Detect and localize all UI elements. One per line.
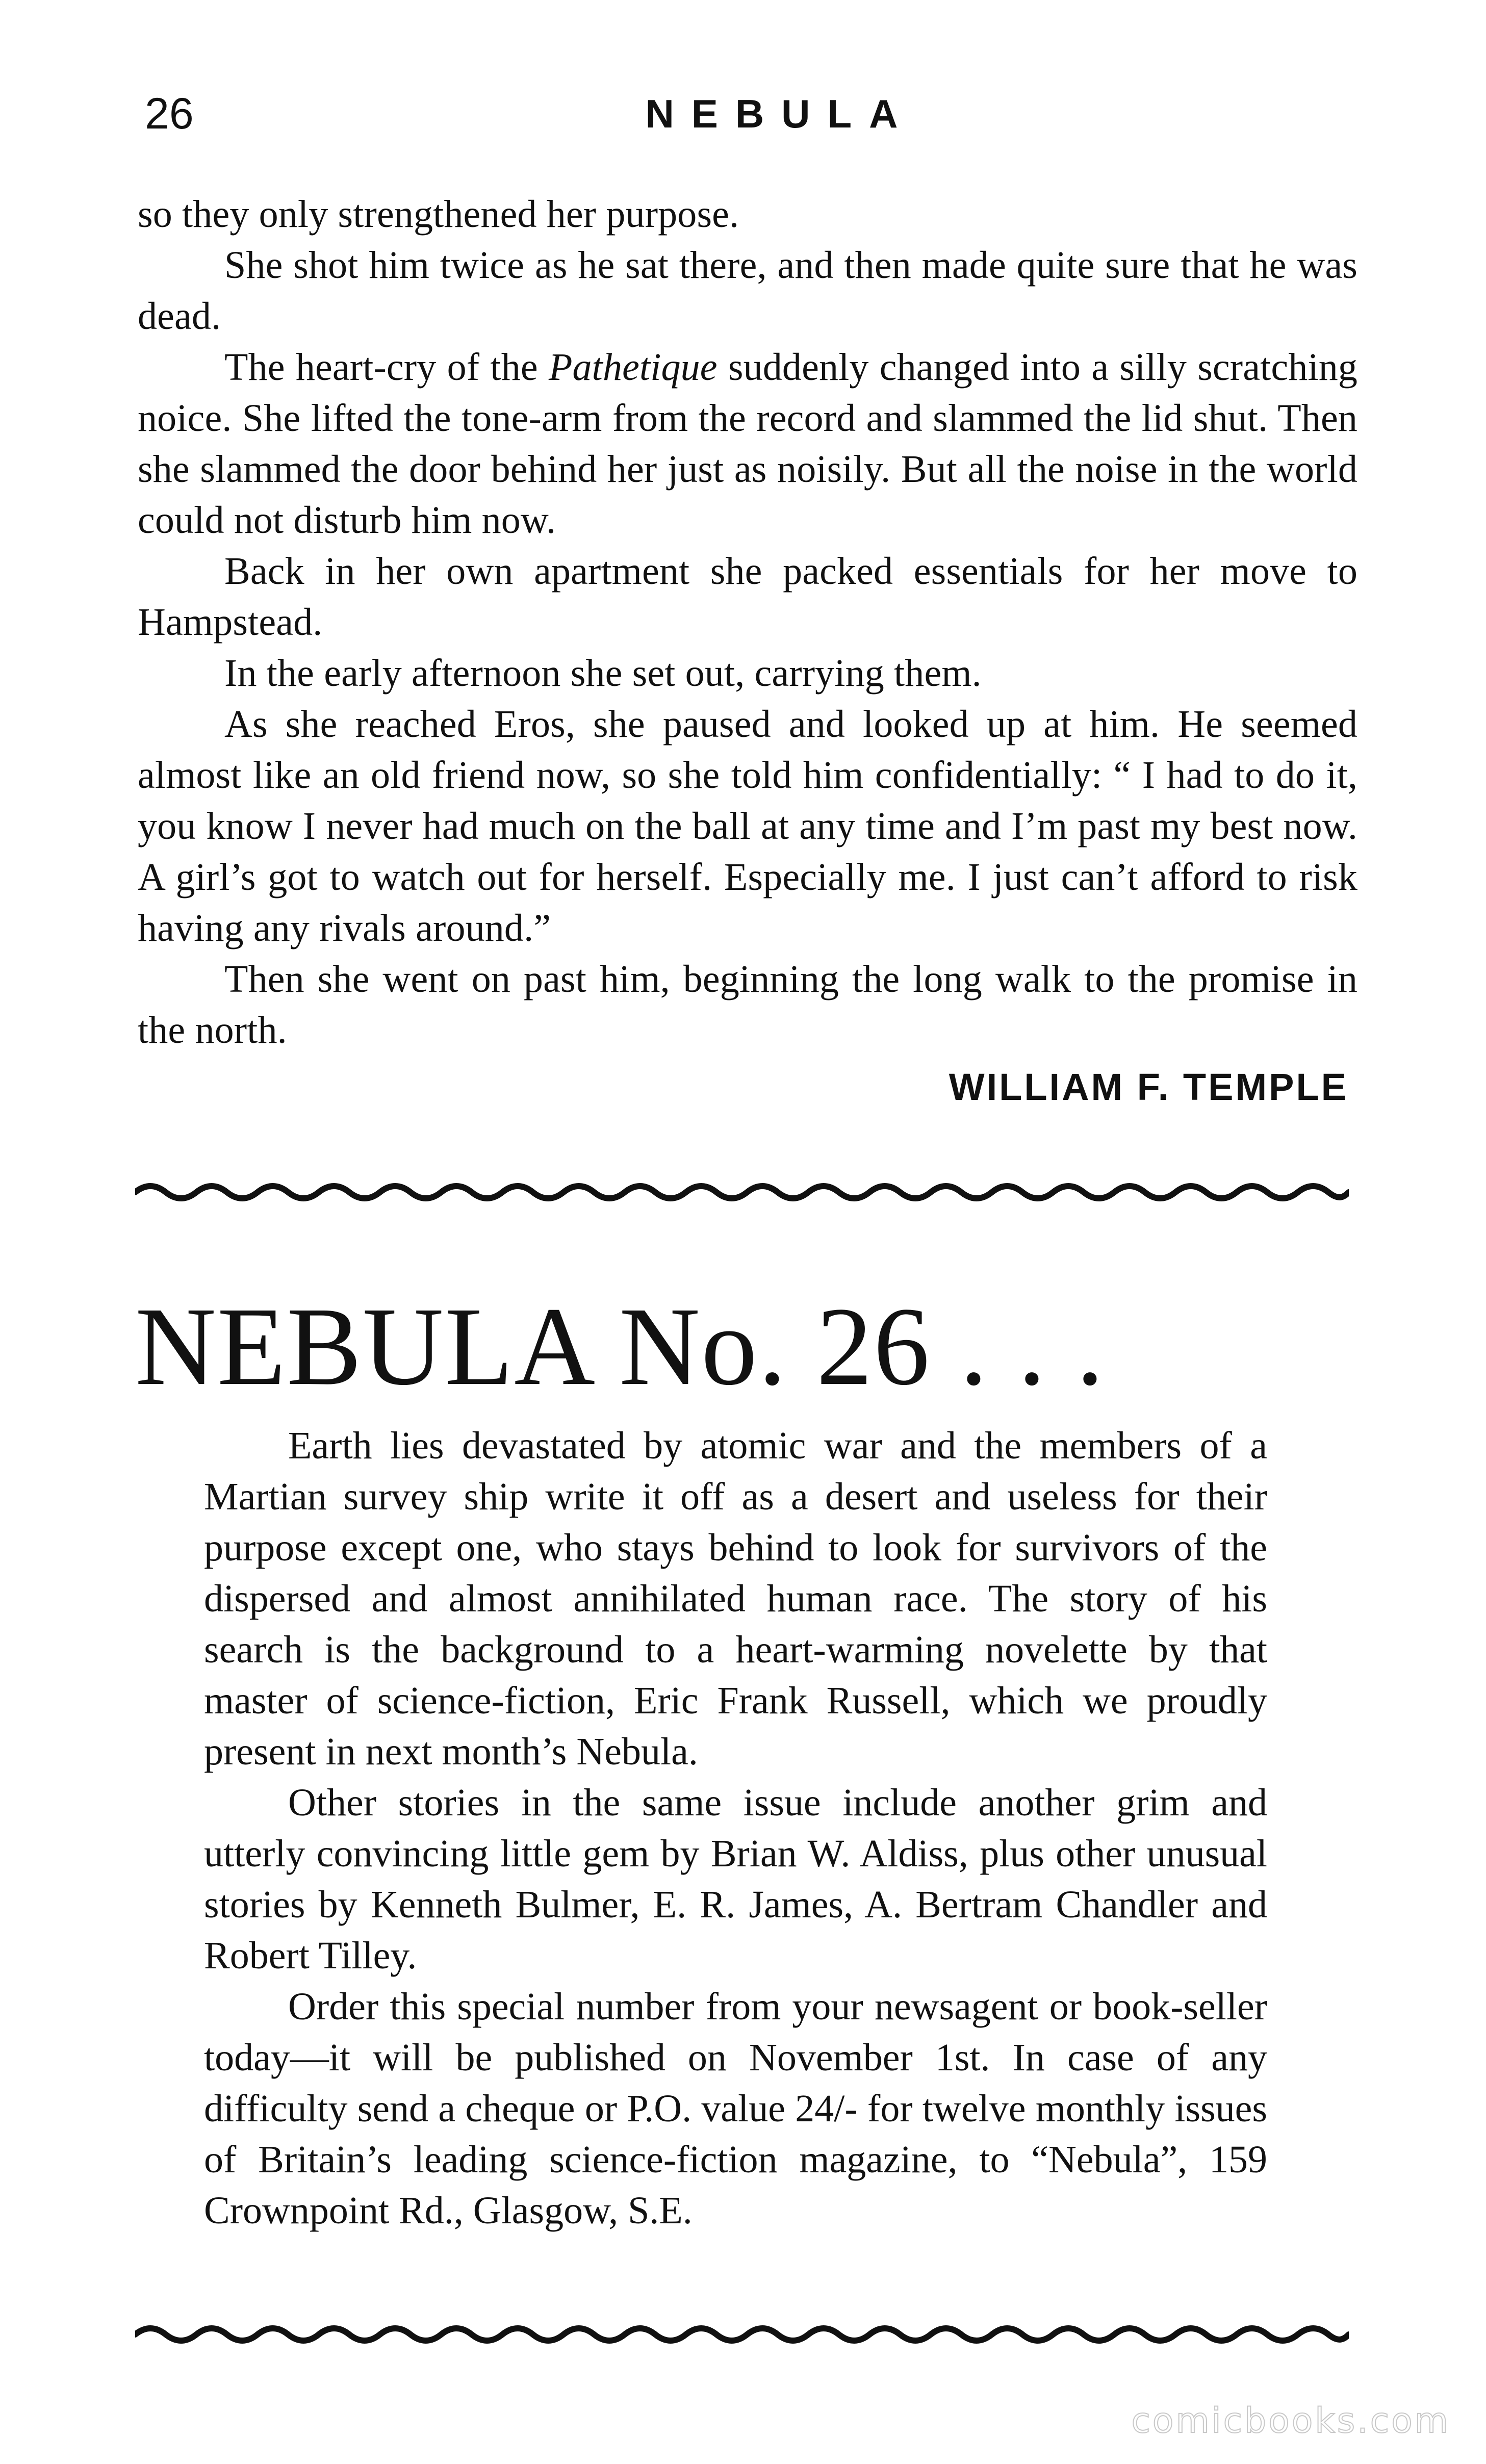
wave-line (135, 2328, 1349, 2341)
story-text-run: suddenly changed into a silly scratching noice. She lifted the tone-arm from the record and slammed the lid shut. Then she slammed the door behind her just as noisily. But all the noise in the world could not disturb him now. (138, 346, 1358, 542)
decorative-wave-divider (135, 1183, 1349, 1201)
page-number: 26 (145, 89, 194, 138)
running-head: NEBULA (645, 91, 915, 136)
next-issue-title: NEBULA No. 26 . . . (135, 1284, 1105, 1408)
story-paragraph: As she reached Eros, she paused and looked up at him. He seemed almost like an old friend now, so she told him confidentially: “ I had to do it, you know I never had much on the ball at any time and I’m past my best now. A girl’s got to watch out for herself. Especially me. I just can’t afford to risk having any rivals around.” (138, 703, 1357, 949)
story-paragraph (138, 342, 1357, 546)
announcement-paragraph: Earth lies devastated by atomic war and the members of a Martian survey ship write it off as a desert and useless for their purpose except one, who stays behind to look for survivors of the dispersed and almost annihilated human race. The story of his search is the background to a heart-warming novelette by that master of science-fiction, Eric Frank Russell, which we proudly present in next month’s Nebula. (204, 1424, 1267, 1773)
announcement-paragraph: Order this special number from your newsagent or book-seller today—it will be published on November 1st. In case of any difficulty send a cheque or P.O. value 24/- for twelve monthly issues of Britain’s leading science-fiction magazine, to “Nebula”, 159 Crownpoint Rd., Glasgow, S.E. (204, 1985, 1267, 2232)
site-watermark: comicbooks.com (1131, 2401, 1450, 2441)
story-paragraph: so they only strengthened her purpose. (138, 193, 739, 236)
page-header (138, 86, 1348, 142)
author-byline: WILLIAM F. TEMPLE (949, 1066, 1348, 1108)
story-text (138, 189, 1357, 1056)
decorative-wave-divider (135, 2325, 1349, 2344)
wave-line (135, 1186, 1349, 1198)
story-paragraph: In the early afternoon she set out, carrying them. (224, 652, 982, 695)
story-text-run: The heart-cry of the (224, 346, 549, 389)
announcement-paragraph: Other stories in the same issue include another grim and utterly convincing little gem by Brian W. Aldiss, plus other unusual stories by Kenneth Bulmer, E. R. James, A. Bertram Chandler and Robert Tilley. (204, 1781, 1267, 1977)
story-paragraph: Then she went on past him, beginning the long walk to the promise in the north. (138, 958, 1357, 1051)
story-paragraph: She shot him twice as he sat there, and then made quite sure that he was dead. (138, 244, 1357, 338)
next-issue-announcement (204, 1420, 1267, 2236)
music-title: Pathetique (548, 346, 718, 389)
story-paragraph: Back in her own apartment she packed essentials for her move to Hampstead. (138, 550, 1357, 644)
